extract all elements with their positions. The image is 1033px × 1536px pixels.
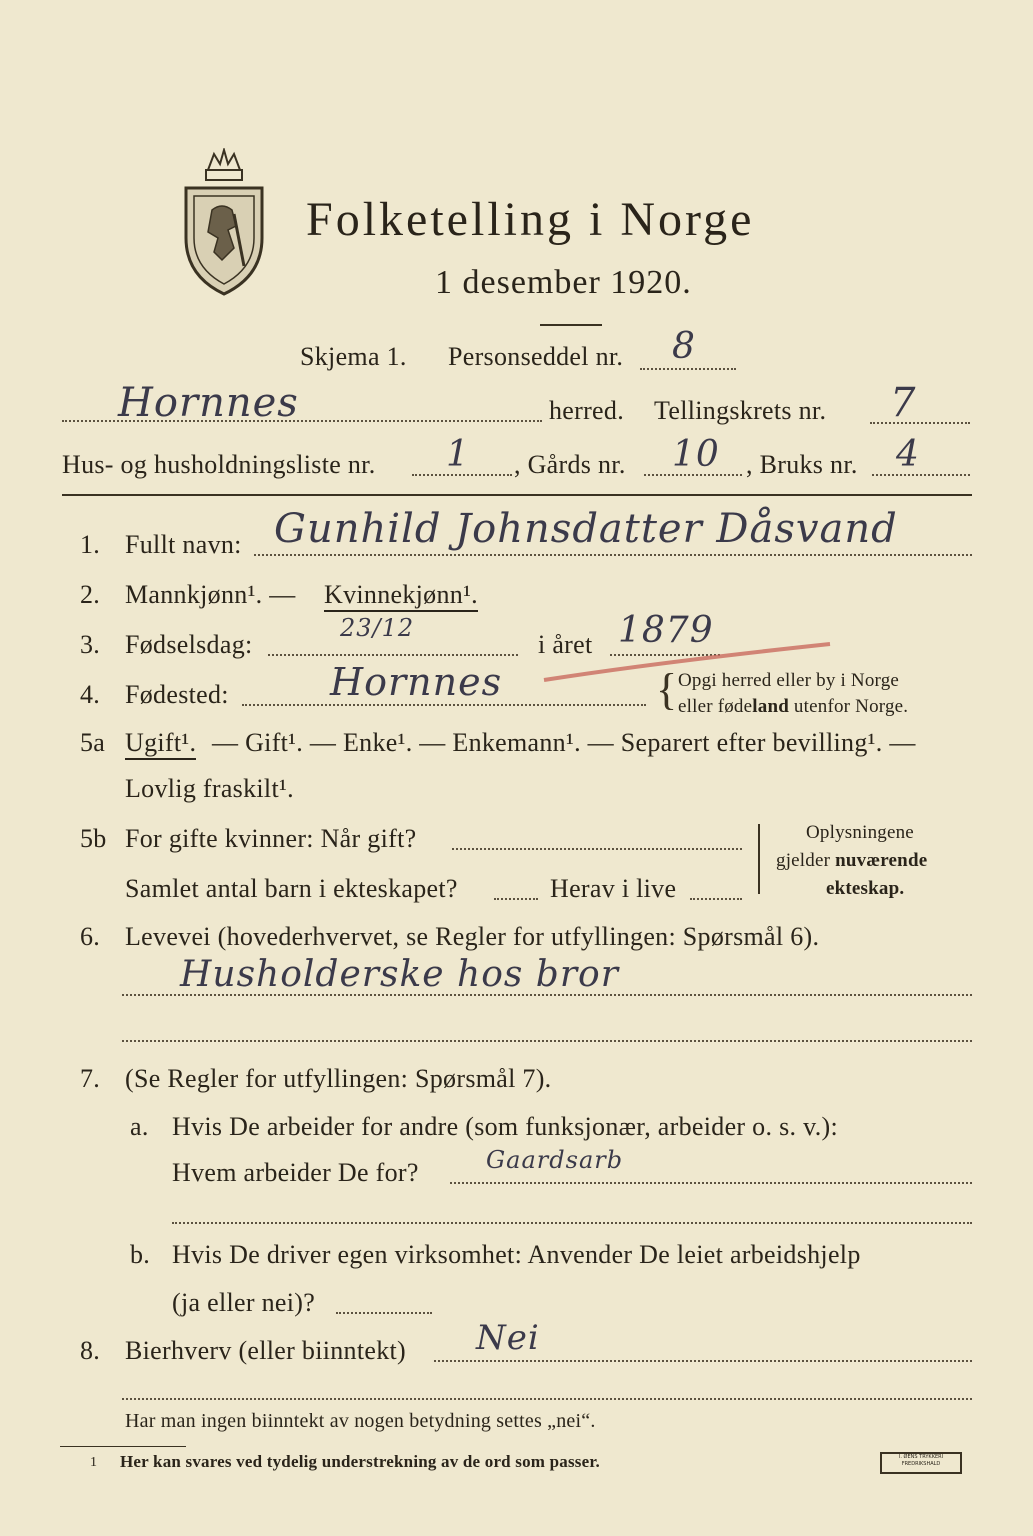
q7a-letter: a. [130, 1112, 149, 1141]
q7-number: 7. [80, 1064, 101, 1093]
gards-value: 10 [672, 434, 720, 475]
husholdningsliste-value: 1 [446, 434, 470, 475]
q4-number: 4. [80, 680, 101, 709]
q8-number: 8. [80, 1336, 101, 1365]
herred-value: Hornnes [118, 380, 299, 426]
tellingskrets-label: Tellingskrets nr. [654, 396, 827, 425]
q3-birthdate-value: 23/12 [340, 614, 415, 642]
q7a-text: Hvis De arbeider for andre (som funksjonær, arbeider o. s. v.): [172, 1112, 838, 1141]
q5b-married-line [452, 848, 742, 850]
q1-full-name-value: Gunhild Johnsdatter Dåsvand [274, 506, 898, 552]
q5b-children-label: Samlet antal barn i ekteskapet? [125, 874, 458, 903]
q5b-number: 5b [80, 824, 107, 853]
q5b-alive-line [690, 898, 742, 900]
q5b-alive-label: Herav i live [550, 874, 677, 903]
q7b-line [336, 1312, 432, 1314]
q1-label: Fullt navn: [125, 530, 242, 559]
q5b-label: For gifte kvinner: Når gift? [125, 824, 417, 853]
footnote-number: 1 [90, 1455, 98, 1470]
personseddel-value: 8 [672, 326, 696, 367]
q8-line2 [122, 1398, 972, 1400]
title-divider [540, 324, 602, 326]
q4-line [242, 704, 646, 706]
herred-label: herred. [549, 396, 624, 425]
q6-line2 [122, 1040, 972, 1042]
personseddel-line [640, 368, 736, 370]
skjema-label: Skjema 1. [300, 342, 407, 371]
q1-line [254, 554, 972, 556]
q2-female-option: Kvinnekjønn¹. [324, 580, 478, 612]
q5a-ugift-option: Ugift¹. [125, 728, 196, 760]
coat-of-arms-emblem [178, 148, 270, 303]
q4-note-brace: { [656, 665, 678, 714]
q5a-fraskilt-option: Lovlig fraskilt¹. [125, 774, 294, 803]
q6-label: Levevei (hovederhvervet, se Regler for utfyllingen: Spørsmål 6). [125, 922, 820, 951]
q4-note-line2: eller fødeland utenfor Norge. [678, 696, 909, 717]
q7b-text: Hvis De driver egen virksomhet: Anvender De leiet arbeidshjelp [172, 1240, 861, 1269]
q7-label: (Se Regler for utfyllingen: Spørsmål 7). [125, 1064, 552, 1093]
q7a-line1 [450, 1182, 972, 1184]
q3-year-label: i året [538, 630, 593, 659]
q5b-note-line1: Oplysningene [806, 822, 914, 843]
q3-year-value: 1879 [618, 610, 714, 651]
footnote-divider [60, 1446, 186, 1447]
q7b-question: (ja eller nei)? [172, 1288, 316, 1317]
tellingskrets-line [870, 422, 970, 424]
q3-date-line [268, 654, 518, 656]
bruks-line [872, 474, 970, 476]
q8-side-income-value: Nei [476, 1318, 540, 1358]
q8-line1 [434, 1360, 972, 1362]
husholdningsliste-label: Hus- og husholdningsliste nr. [62, 450, 376, 479]
q7a-line2 [172, 1222, 972, 1224]
q1-number: 1. [80, 530, 101, 559]
q5b-note-line2: gjelder nuværende [776, 850, 928, 871]
q3-label: Fødselsdag: [125, 630, 253, 659]
gards-label: , Gårds nr. [514, 450, 626, 479]
printer-stamp: I. ØENS TRYKKERI FREDRIKSHALD [880, 1452, 962, 1474]
q5a-number: 5a [80, 728, 106, 757]
q5a-other-options: — Gift¹. — Enke¹. — Enkemann¹. — Separert efter bevilling¹. — [212, 728, 916, 757]
q6-line1 [122, 994, 972, 996]
personseddel-label: Personseddel nr. [448, 342, 624, 371]
q4-birthplace-value: Hornnes [330, 660, 503, 704]
q6-occupation-value: Husholderske hos bror [180, 954, 619, 995]
q3-number: 3. [80, 630, 101, 659]
bruks-label: , Bruks nr. [746, 450, 858, 479]
q4-label: Fødested: [125, 680, 229, 709]
q7a-question: Hvem arbeider De for? [172, 1158, 419, 1187]
header-divider [62, 494, 972, 496]
q2-male-option: Mannkjønn¹. — [125, 580, 296, 609]
q2-number: 2. [80, 580, 101, 609]
q4-note-line1: Opgi herred eller by i Norge [678, 670, 900, 691]
q8-label: Bierhverv (eller biinntekt) [125, 1336, 406, 1365]
q5b-children-line [494, 898, 538, 900]
q6-number: 6. [80, 922, 101, 951]
footer-note: Har man ingen biinntekt av nogen betydning settes „nei“. [125, 1410, 596, 1432]
census-date: 1 desember 1920. [435, 264, 692, 301]
q7a-employer-value: Gaardsarb [486, 1146, 624, 1174]
footnote-text: Her kan svares ved tydelig understrekning av de ord som passer. [120, 1452, 600, 1471]
q7b-letter: b. [130, 1240, 151, 1269]
tellingskrets-value: 7 [890, 380, 917, 426]
bruks-value: 4 [896, 434, 920, 475]
form-title: Folketelling i Norge [306, 193, 755, 246]
q5b-note-bar [758, 824, 760, 894]
q5b-note-line3: ekteskap. [826, 878, 905, 899]
